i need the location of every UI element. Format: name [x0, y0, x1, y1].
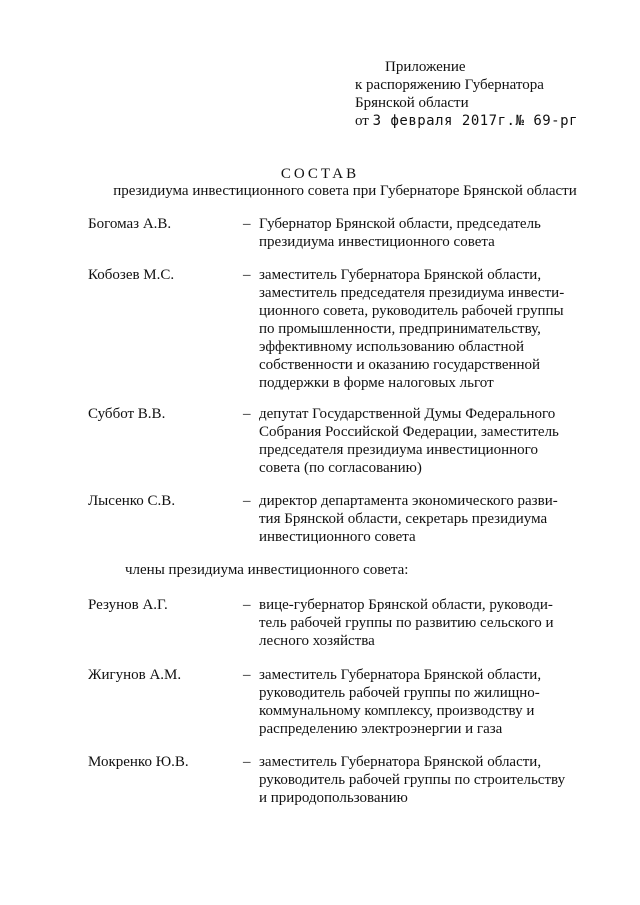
- person-description: [259, 266, 569, 392]
- description-line: руководитель рабочей группы по строительству: [259, 772, 566, 788]
- person-name: Богомаз А.В.: [88, 216, 172, 232]
- description-line: инвестиционного совета: [259, 529, 416, 545]
- dash: –: [243, 597, 251, 613]
- description-line: заместитель Губернатора Брянской области,: [259, 667, 542, 683]
- appendix-label: Приложение: [385, 59, 466, 75]
- person-description: [259, 753, 569, 807]
- person-name: Кобозев М.С.: [88, 267, 175, 283]
- dash: –: [243, 493, 251, 509]
- description-line: поддержки в форме налоговых льгот: [259, 375, 494, 391]
- description-line: Губернатор Брянской области, председатель: [259, 216, 541, 232]
- appendix-handwritten-date: 3 февраля 2017г.№ 69-рг: [372, 113, 578, 129]
- appendix-block: [355, 58, 615, 130]
- appendix-region: Брянской области: [355, 95, 469, 111]
- description-line: президиума инвестиционного совета: [259, 234, 495, 250]
- description-line: директор департамента экономического разви-: [259, 493, 558, 509]
- person-name: Суббот В.В.: [88, 406, 166, 422]
- document-subtitle: президиума инвестиционного совета при Губернаторе Брянской области: [113, 183, 577, 199]
- description-line: распределению электроэнергии и газа: [259, 721, 503, 737]
- dash: –: [243, 667, 251, 683]
- person-description: [259, 405, 569, 477]
- dash: –: [243, 406, 251, 422]
- description-line: вице-губернатор Брянской области, руководи-: [259, 597, 553, 613]
- description-line: заместитель председателя президиума инвести-: [259, 285, 565, 301]
- person-name: Жигунов А.М.: [88, 667, 182, 683]
- document-title: СОСТАВ: [280, 166, 360, 182]
- person-name: Мокренко Ю.В.: [88, 754, 189, 770]
- person-description: [259, 666, 569, 738]
- person-name: Резунов А.Г.: [88, 597, 168, 613]
- dash: –: [243, 754, 251, 770]
- description-line: эффективному использованию областной: [259, 339, 524, 355]
- dash: –: [243, 267, 251, 283]
- members-heading: члены президиума инвестиционного совета:: [125, 562, 409, 578]
- description-line: председателя президиума инвестиционного: [259, 442, 538, 458]
- description-line: тель рабочей группы по развитию сельского и: [259, 615, 554, 631]
- person-description: [259, 215, 569, 251]
- description-line: заместитель Губернатора Брянской области,: [259, 754, 542, 770]
- description-line: лесного хозяйства: [259, 633, 375, 649]
- person-name: Лысенко С.В.: [88, 493, 176, 509]
- description-line: коммунальному комплексу, производству и: [259, 703, 535, 719]
- description-line: тия Брянской области, секретарь президиума: [259, 511, 548, 527]
- description-line: по промышленности, предпринимательству,: [259, 321, 541, 337]
- description-line: ционного совета, руководитель рабочей группы: [259, 303, 564, 319]
- description-line: депутат Государственной Думы Федерального: [259, 406, 556, 422]
- description-line: Собрания Российской Федерации, заместитель: [259, 424, 559, 440]
- description-line: руководитель рабочей группы по жилищно-: [259, 685, 540, 701]
- appendix-date-prefix: от: [355, 113, 369, 129]
- appendix-order-ref: к распоряжению Губернатора: [355, 77, 544, 93]
- description-line: и природопользованию: [259, 790, 408, 806]
- dash: –: [243, 216, 251, 232]
- person-description: [259, 492, 569, 546]
- appendix-date-line: [355, 112, 615, 130]
- description-line: совета (по согласованию): [259, 460, 422, 476]
- description-line: заместитель Губернатора Брянской области,: [259, 267, 542, 283]
- description-line: собственности и оказанию государственной: [259, 357, 541, 373]
- person-description: [259, 596, 569, 650]
